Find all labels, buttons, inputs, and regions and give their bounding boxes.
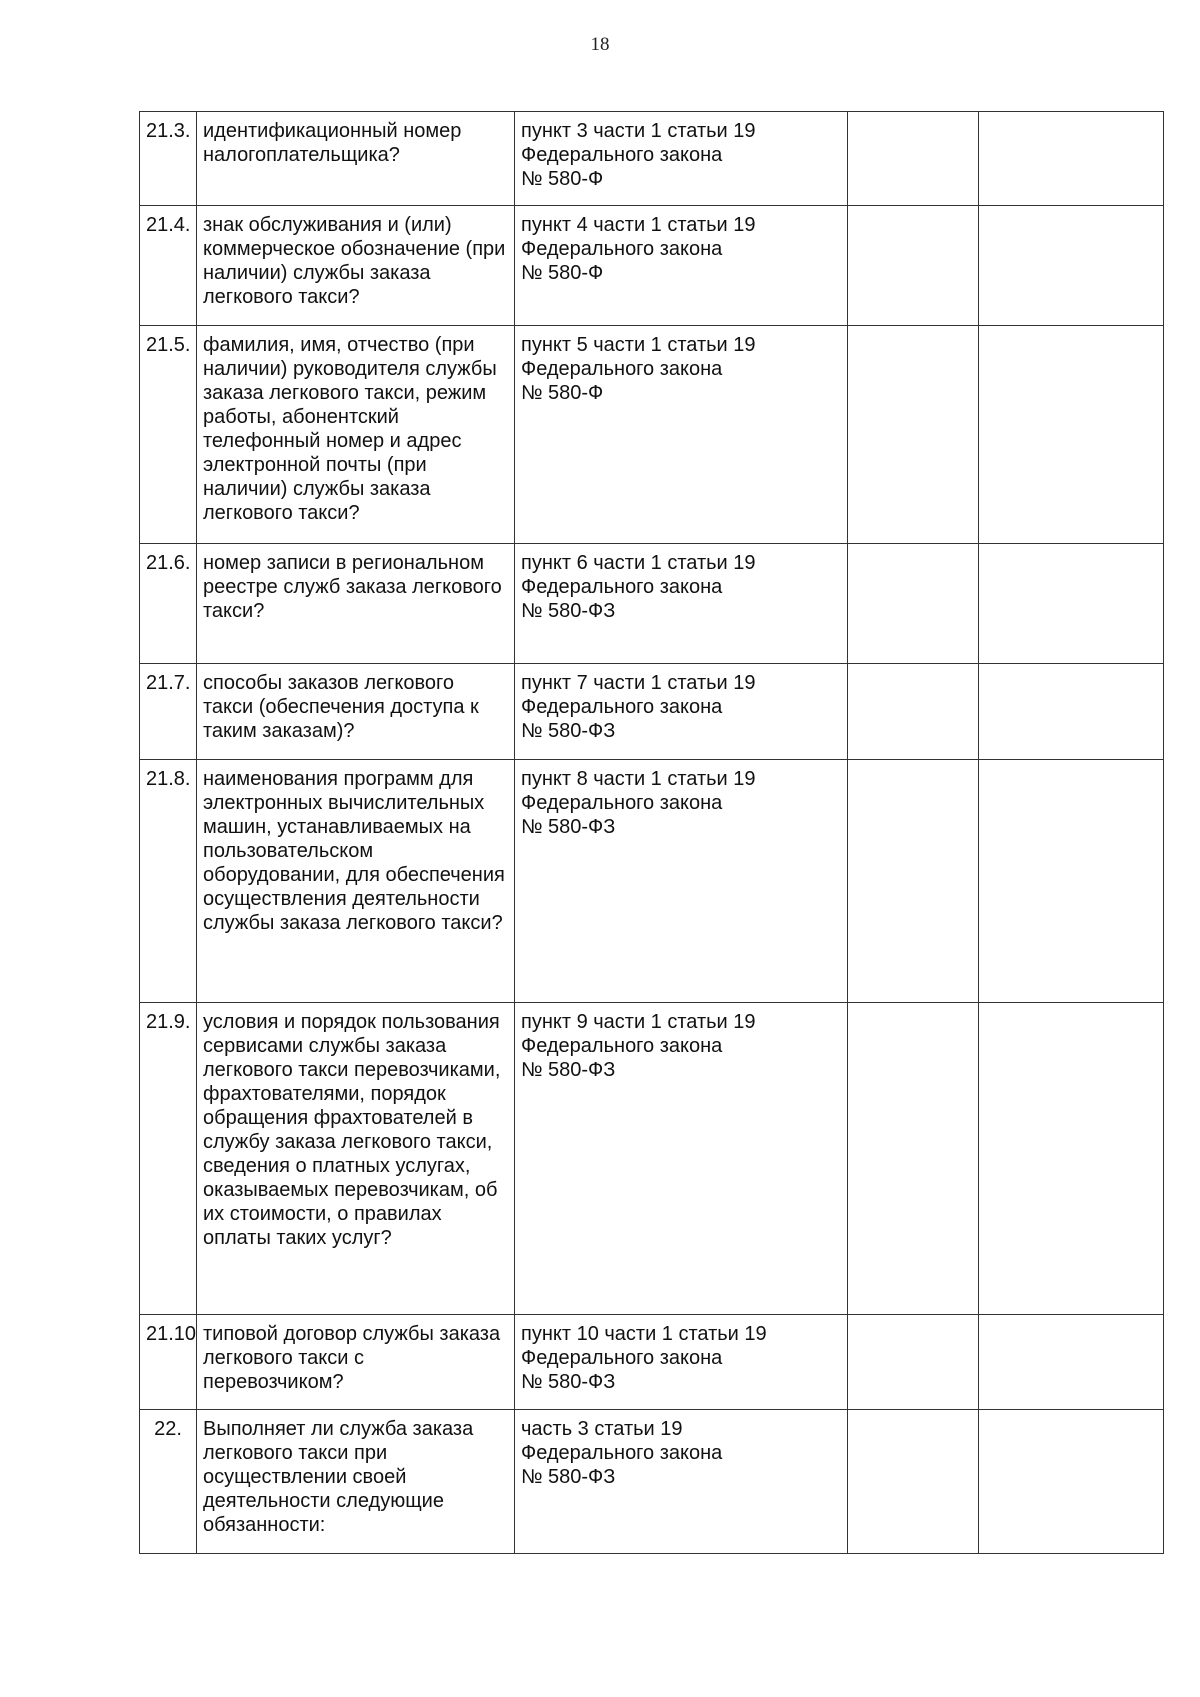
note-cell <box>979 760 1164 1003</box>
reference-text: пункт 4 части 1 статьи 19 Федерального закона № 580-Ф <box>521 214 756 284</box>
question-cell: идентификационный номер налогоплательщика? <box>197 112 515 206</box>
reference-text: пункт 9 части 1 статьи 19 Федерального закона № 580-ФЗ <box>521 1011 756 1081</box>
answer-cell <box>848 664 979 760</box>
answer-cell <box>848 760 979 1003</box>
reference-cell <box>515 1315 848 1410</box>
table-row <box>140 760 1164 1003</box>
row-number: 21.8. <box>140 760 197 1003</box>
answer-cell <box>848 1315 979 1410</box>
reference-text: пункт 8 части 1 статьи 19 Федерального закона № 580-ФЗ <box>521 768 756 838</box>
question-cell: наименования программ для электронных вычислительных машин, устанавливаемых на пользовательском оборудовании, для обеспечения осуществления деятельности службы заказа легкового такси? <box>197 760 515 1003</box>
checklist-table <box>139 111 1164 1554</box>
answer-cell <box>848 326 979 544</box>
reference-cell <box>515 206 848 326</box>
table-row <box>140 1003 1164 1315</box>
note-cell <box>979 1003 1164 1315</box>
table-row <box>140 544 1164 664</box>
table-row <box>140 206 1164 326</box>
row-number: 21.7. <box>140 664 197 760</box>
row-number: 21.4. <box>140 206 197 326</box>
reference-text: пункт 7 части 1 статьи 19 Федерального закона № 580-ФЗ <box>521 672 756 742</box>
question-cell: способы заказов легкового такси (обеспечения доступа к таким заказам)? <box>197 664 515 760</box>
note-cell <box>979 664 1164 760</box>
reference-cell <box>515 112 848 206</box>
reference-text: пункт 3 части 1 статьи 19 Федерального закона № 580-Ф <box>521 120 756 190</box>
reference-cell <box>515 760 848 1003</box>
table-row <box>140 664 1164 760</box>
question-cell: номер записи в региональном реестре служб заказа легкового такси? <box>197 544 515 664</box>
table-row <box>140 326 1164 544</box>
question-cell: типовой договор службы заказа легкового такси с перевозчиком? <box>197 1315 515 1410</box>
table-row <box>140 112 1164 206</box>
question-cell: фамилия, имя, отчество (при наличии) руководителя службы заказа легкового такси, режим работы, абонентский телефонный номер и адрес электронной почты (при наличии) службы заказа легкового такси? <box>197 326 515 544</box>
reference-cell <box>515 1003 848 1315</box>
note-cell <box>979 326 1164 544</box>
note-cell <box>979 544 1164 664</box>
table-row <box>140 1410 1164 1554</box>
answer-cell <box>848 1003 979 1315</box>
question-cell: условия и порядок пользования сервисами службы заказа легкового такси перевозчиками, фрахтователями, порядок обращения фрахтователей в службу заказа легкового такси, сведения о платных услугах, оказываемых перевозчикам, об их стоимости, о правилах оплаты таких услуг? <box>197 1003 515 1315</box>
row-number: 21.5. <box>140 326 197 544</box>
page-number: 18 <box>590 34 610 55</box>
reference-cell <box>515 664 848 760</box>
table-row <box>140 1315 1164 1410</box>
answer-cell <box>848 112 979 206</box>
answer-cell <box>848 1410 979 1554</box>
note-cell <box>979 206 1164 326</box>
reference-cell <box>515 326 848 544</box>
row-number: 22. <box>140 1410 197 1554</box>
reference-cell <box>515 544 848 664</box>
answer-cell <box>848 206 979 326</box>
row-number: 21.3. <box>140 112 197 206</box>
question-cell: знак обслуживания и (или) коммерческое обозначение (при наличии) службы заказа легкового такси? <box>197 206 515 326</box>
reference-cell <box>515 1410 848 1554</box>
note-cell <box>979 1315 1164 1410</box>
row-number: 21.6. <box>140 544 197 664</box>
question-cell: Выполняет ли служба заказа легкового такси при осуществлении своей деятельности следующие обязанности: <box>197 1410 515 1554</box>
row-number: 21.10 <box>140 1315 197 1410</box>
reference-text: пункт 6 части 1 статьи 19 Федерального закона № 580-ФЗ <box>521 552 756 622</box>
note-cell <box>979 112 1164 206</box>
note-cell <box>979 1410 1164 1554</box>
reference-text: часть 3 статьи 19 Федерального закона № 580-ФЗ <box>521 1418 723 1488</box>
reference-text: пункт 10 части 1 статьи 19 Федерального закона № 580-ФЗ <box>521 1323 767 1393</box>
answer-cell <box>848 544 979 664</box>
row-number: 21.9. <box>140 1003 197 1315</box>
reference-text: пункт 5 части 1 статьи 19 Федерального закона № 580-Ф <box>521 334 756 404</box>
